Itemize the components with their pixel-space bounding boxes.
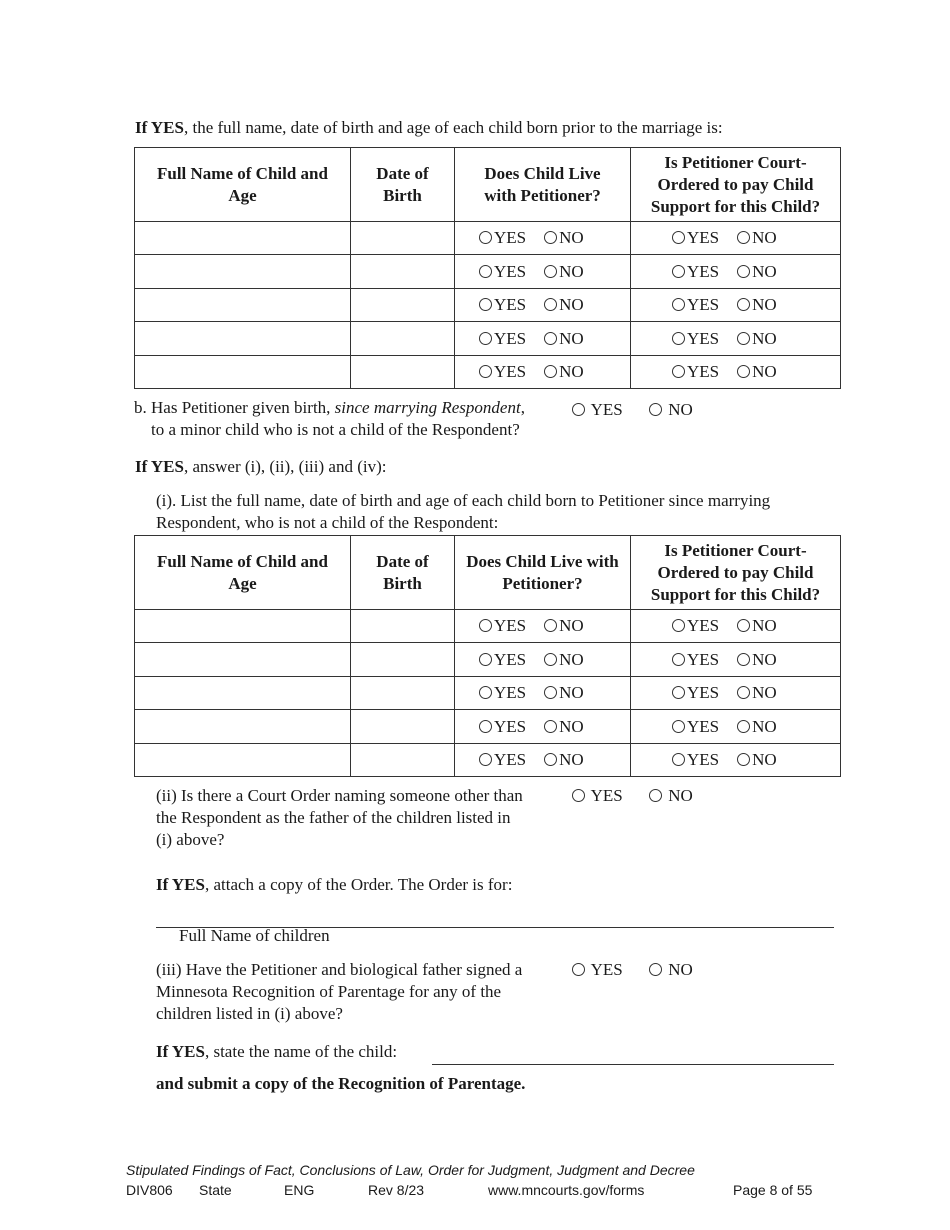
table-row	[135, 289, 841, 322]
child-support-cell	[631, 677, 841, 710]
item-iii-no-radio[interactable]: NO	[649, 960, 693, 980]
child-support-yes-radio[interactable]: YES	[672, 262, 719, 282]
footer-state: State	[199, 1182, 232, 1198]
lives-with-petitioner-cell	[455, 677, 631, 710]
radio-circle-icon	[572, 789, 585, 802]
radio-circle-icon	[479, 298, 492, 311]
lives-with-petitioner-cell	[455, 356, 631, 389]
lives-with-yes-radio[interactable]: YES	[479, 650, 526, 670]
child-support-cell	[631, 356, 841, 389]
radio-circle-icon	[737, 231, 750, 244]
lives-with-yes-radio[interactable]: YES	[479, 295, 526, 315]
table-header-row	[135, 536, 841, 610]
intro-text: If YES, the full name, date of birth and age of each child born prior to the marriage is:	[135, 118, 723, 137]
child-support-yes-radio[interactable]: YES	[672, 362, 719, 382]
item-ii-text: (ii) Is there a Court Order naming someone other than the Respondent as the father of the children listed in (i) above?	[156, 786, 523, 849]
table-row	[135, 610, 841, 643]
radio-circle-icon	[479, 231, 492, 244]
radio-circle-icon	[544, 231, 557, 244]
child-dob-cell[interactable]	[351, 744, 455, 777]
radio-circle-icon	[479, 753, 492, 766]
child-support-yes-radio[interactable]: YES	[672, 228, 719, 248]
child-dob-cell[interactable]	[351, 255, 455, 289]
child-support-yes-radio[interactable]: YES	[672, 750, 719, 770]
lives-with-petitioner-cell	[455, 222, 631, 255]
item-iii-text: (iii) Have the Petitioner and biological father signed a Minnesota Recognition of Parentage for any of the children listed in (i) above?	[156, 960, 523, 1023]
lives-with-no-radio[interactable]: NO	[544, 329, 584, 349]
question-b-no-radio[interactable]: NO	[649, 400, 693, 420]
lives-with-no-radio[interactable]: NO	[544, 616, 584, 636]
table-row	[135, 322, 841, 356]
child-dob-cell[interactable]	[351, 677, 455, 710]
child-dob-cell[interactable]	[351, 610, 455, 643]
lives-with-petitioner-cell	[455, 744, 631, 777]
lives-with-no-radio[interactable]: NO	[544, 750, 584, 770]
lives-with-yes-radio[interactable]: YES	[479, 362, 526, 382]
child-support-no-radio[interactable]: NO	[737, 262, 777, 282]
child-support-cell	[631, 222, 841, 255]
radio-circle-icon	[479, 619, 492, 632]
lives-with-yes-radio[interactable]: YES	[479, 750, 526, 770]
table-row	[135, 222, 841, 255]
attach-order-instruction: If YES, attach a copy of the Order. The Order is for:	[156, 875, 513, 894]
child-name-cell[interactable]	[135, 610, 351, 643]
footer-page-number: Page 8 of 55	[733, 1182, 813, 1198]
header-lives-with: Does Child Live with Petitioner?	[455, 536, 631, 610]
lives-with-yes-radio[interactable]: YES	[479, 262, 526, 282]
footer-revision: Rev 8/23	[368, 1182, 425, 1198]
radio-circle-icon	[479, 365, 492, 378]
item-iii-yes-radio[interactable]: YES	[572, 960, 623, 980]
radio-circle-icon	[737, 686, 750, 699]
lives-with-petitioner-cell	[455, 255, 631, 289]
radio-circle-icon	[737, 619, 750, 632]
child-support-no-radio[interactable]: NO	[737, 717, 777, 737]
item-ii-yes-radio[interactable]: YES	[572, 786, 623, 806]
full-name-children-label: Full Name of children	[179, 926, 330, 945]
radio-circle-icon	[737, 265, 750, 278]
radio-circle-icon	[544, 686, 557, 699]
child-support-yes-radio[interactable]: YES	[672, 329, 719, 349]
child-name-cell[interactable]	[135, 222, 351, 255]
item-i-text: (i). List the full name, date of birth and age of each child born to Petitioner since marrying Respondent, who is not a child of the Respondent:	[156, 491, 771, 532]
lives-with-no-radio[interactable]: NO	[544, 683, 584, 703]
lives-with-yes-radio[interactable]: YES	[479, 228, 526, 248]
lives-with-petitioner-cell	[455, 322, 631, 356]
radio-circle-icon	[672, 619, 685, 632]
radio-circle-icon	[544, 753, 557, 766]
child-support-cell	[631, 643, 841, 677]
lives-with-no-radio[interactable]: NO	[544, 650, 584, 670]
radio-circle-icon	[737, 298, 750, 311]
child-support-no-radio[interactable]: NO	[737, 362, 777, 382]
header-child-support: Is Petitioner Court-Ordered to pay Child Support for this Child?	[631, 148, 841, 222]
header-dob: Date of Birth	[351, 536, 455, 610]
radio-circle-icon	[479, 686, 492, 699]
children-before-marriage-table	[134, 147, 841, 389]
radio-circle-icon	[544, 332, 557, 345]
footer-url[interactable]: www.mncourts.gov/forms	[488, 1182, 645, 1198]
child-name-cell[interactable]	[135, 356, 351, 389]
child-dob-cell[interactable]	[351, 322, 455, 356]
child-support-no-radio[interactable]: NO	[737, 616, 777, 636]
radio-circle-icon	[479, 720, 492, 733]
lives-with-no-radio[interactable]: NO	[544, 362, 584, 382]
child-support-yes-radio[interactable]: YES	[672, 616, 719, 636]
child-support-cell	[631, 322, 841, 356]
header-lives-with: Does Child Live with Petitioner?	[455, 148, 631, 222]
lives-with-petitioner-cell	[455, 710, 631, 744]
radio-circle-icon	[672, 365, 685, 378]
radio-circle-icon	[544, 365, 557, 378]
radio-circle-icon	[737, 753, 750, 766]
child-name-cell[interactable]	[135, 322, 351, 356]
child-support-cell	[631, 710, 841, 744]
radio-circle-icon	[479, 332, 492, 345]
header-full-name: Full Name of Child and Age	[135, 148, 351, 222]
child-support-cell	[631, 610, 841, 643]
lives-with-yes-radio[interactable]: YES	[479, 616, 526, 636]
footer-form-number: DIV806	[126, 1182, 173, 1198]
item-iii-options	[572, 960, 693, 980]
radio-circle-icon	[737, 332, 750, 345]
radio-circle-icon	[737, 365, 750, 378]
child-support-yes-radio[interactable]: YES	[672, 683, 719, 703]
question-b-options	[572, 400, 693, 420]
radio-circle-icon	[649, 963, 662, 976]
item-ii-options	[572, 786, 693, 806]
radio-circle-icon	[649, 789, 662, 802]
table-row	[135, 356, 841, 389]
lives-with-no-radio[interactable]: NO	[544, 717, 584, 737]
question-b: b. Has Petitioner given birth, since marrying Respondent, to a minor child who is not a child of the Respondent?	[134, 398, 525, 439]
child-name-cell[interactable]	[135, 677, 351, 710]
lives-with-petitioner-cell	[455, 289, 631, 322]
radio-circle-icon	[544, 653, 557, 666]
lives-with-petitioner-cell	[455, 643, 631, 677]
radio-circle-icon	[544, 265, 557, 278]
lives-with-yes-radio[interactable]: YES	[479, 329, 526, 349]
radio-circle-icon	[737, 720, 750, 733]
child-name-cell[interactable]	[135, 643, 351, 677]
child-support-no-radio[interactable]: NO	[737, 650, 777, 670]
lives-with-yes-radio[interactable]: YES	[479, 717, 526, 737]
radio-circle-icon	[737, 653, 750, 666]
child-support-yes-radio[interactable]: YES	[672, 295, 719, 315]
lives-with-yes-radio[interactable]: YES	[479, 683, 526, 703]
radio-circle-icon	[672, 231, 685, 244]
radio-circle-icon	[479, 653, 492, 666]
child-support-no-radio[interactable]: NO	[737, 750, 777, 770]
table-header-row	[135, 148, 841, 222]
radio-circle-icon	[479, 265, 492, 278]
item-ii-no-radio[interactable]: NO	[649, 786, 693, 806]
child-support-cell	[631, 255, 841, 289]
child-name-cell[interactable]	[135, 255, 351, 289]
radio-circle-icon	[544, 720, 557, 733]
child-support-cell	[631, 744, 841, 777]
header-dob: Date of Birth	[351, 148, 455, 222]
radio-circle-icon	[672, 298, 685, 311]
radio-circle-icon	[572, 963, 585, 976]
lives-with-no-radio[interactable]: NO	[544, 262, 584, 282]
footer-title: Stipulated Findings of Fact, Conclusions of Law, Order for Judgment, Judgment and Decree	[126, 1162, 695, 1178]
answer-all-instruction: If YES, answer (i), (ii), (iii) and (iv):	[135, 457, 387, 476]
table-row	[135, 643, 841, 677]
child-dob-cell[interactable]	[351, 356, 455, 389]
radio-circle-icon	[672, 332, 685, 345]
lives-with-no-radio[interactable]: NO	[544, 228, 584, 248]
submit-copy-instruction: and submit a copy of the Recognition of Parentage.	[156, 1074, 526, 1093]
child-support-no-radio[interactable]: NO	[737, 329, 777, 349]
radio-circle-icon	[672, 653, 685, 666]
child-dob-cell[interactable]	[351, 643, 455, 677]
radio-circle-icon	[572, 403, 585, 416]
child-dob-cell[interactable]	[351, 289, 455, 322]
table-row	[135, 710, 841, 744]
child-name-field-line[interactable]	[432, 1064, 834, 1065]
child-name-cell[interactable]	[135, 289, 351, 322]
child-support-yes-radio[interactable]: YES	[672, 650, 719, 670]
footer-language: ENG	[284, 1182, 315, 1198]
table-row	[135, 744, 841, 777]
child-support-cell	[631, 289, 841, 322]
child-support-no-radio[interactable]: NO	[737, 683, 777, 703]
lives-with-petitioner-cell	[455, 610, 631, 643]
lives-with-no-radio[interactable]: NO	[544, 295, 584, 315]
child-dob-cell[interactable]	[351, 222, 455, 255]
radio-circle-icon	[672, 753, 685, 766]
child-support-yes-radio[interactable]: YES	[672, 717, 719, 737]
child-dob-cell[interactable]	[351, 710, 455, 744]
radio-circle-icon	[544, 619, 557, 632]
child-name-cell[interactable]	[135, 744, 351, 777]
state-child-instruction: If YES, state the name of the child:	[156, 1042, 398, 1061]
radio-circle-icon	[672, 720, 685, 733]
question-b-yes-radio[interactable]: YES	[572, 400, 623, 420]
radio-circle-icon	[544, 298, 557, 311]
radio-circle-icon	[672, 265, 685, 278]
radio-circle-icon	[672, 686, 685, 699]
header-full-name: Full Name of Child and Age	[135, 536, 351, 610]
table-row	[135, 677, 841, 710]
child-name-cell[interactable]	[135, 710, 351, 744]
table-row	[135, 255, 841, 289]
children-since-marriage-table	[134, 535, 841, 777]
radio-circle-icon	[649, 403, 662, 416]
child-support-no-radio[interactable]: NO	[737, 295, 777, 315]
header-child-support: Is Petitioner Court-Ordered to pay Child Support for this Child?	[631, 536, 841, 610]
child-support-no-radio[interactable]: NO	[737, 228, 777, 248]
